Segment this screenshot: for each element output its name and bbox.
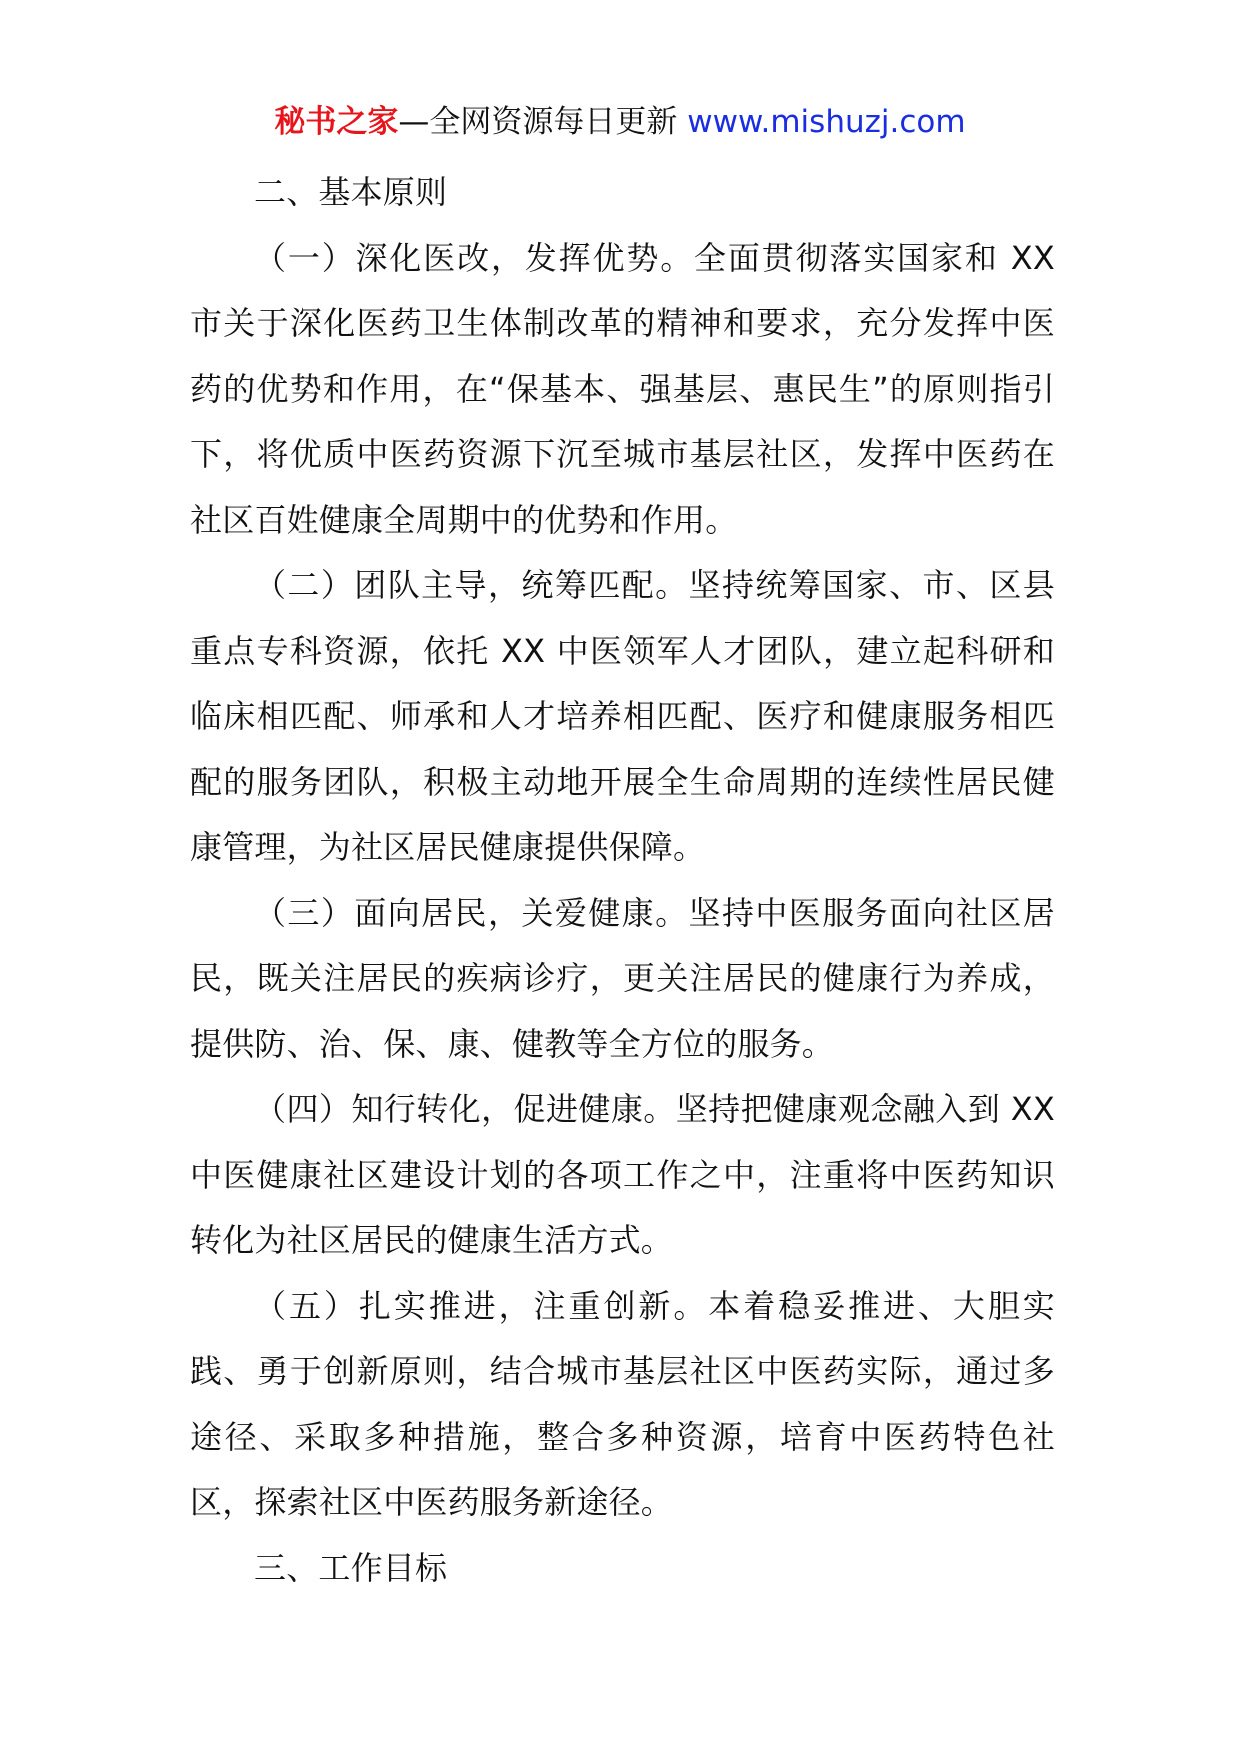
paragraph-principle-5: （五）扎实推进，注重创新。本着稳妥推进、大胆实践、勇于创新原则，结合城市基层社区中医药实际，通过多途径、采取多种措施，整合多种资源，培育中医药特色社区，探索社区中医药服务新途径。 — [190, 1286, 1055, 1521]
section-heading-principles: 二、基本原则 — [254, 173, 448, 211]
paragraph-principle-3: （三）面向居民，关爱健康。坚持中医服务面向社区居民，既关注居民的疾病诊疗，更关注居民的健康行为养成，提供防、治、保、康、健教等全方位的服务。 — [190, 893, 1055, 1063]
header-tagline: —全网资源每日更新 — [398, 104, 678, 140]
site-url-link[interactable]: www.mishuzj.com — [687, 104, 966, 140]
document-body — [190, 160, 1055, 1601]
paragraph-principle-2: （二）团队主导，统筹匹配。坚持统筹国家、市、区县重点专科资源，依托 XX 中医领军人才团队，建立起科研和临床相匹配、师承和人才培养相匹配、医疗和健康服务相匹配的服务团队，积极主动地开展全生命周期的连续性居民健康管理，为社区居民健康提供保障。 — [190, 566, 1055, 866]
paragraph-principle-4: （四）知行转化，促进健康。坚持把健康观念融入到 XX 中医健康社区建设计划的各项工作之中，注重将中医药知识转化为社区居民的健康生活方式。 — [190, 1090, 1055, 1259]
site-header — [0, 100, 1240, 144]
section-heading-goals: 三、工作目标 — [254, 1548, 448, 1587]
brand-name: 秘书之家 — [274, 104, 399, 140]
paragraph-principle-1: （一）深化医改，发挥优势。全面贯彻落实国家和 XX 市关于深化医药卫生体制改革的精神和要求，充分发挥中医药的优势和作用，在“保基本、强基层、惠民生”的原则指引下，将优质中医药资源下沉至城市基层社区，发挥中医药在社区百姓健康全周期中的优势和作用。 — [190, 238, 1055, 539]
